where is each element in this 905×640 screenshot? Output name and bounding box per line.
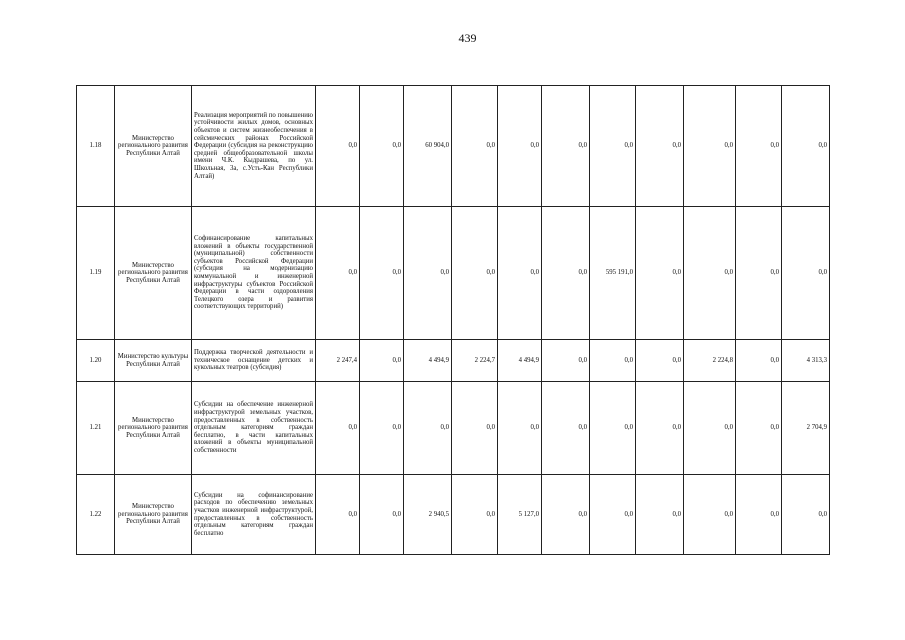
value-cell: 0,0 (542, 382, 590, 475)
row-number: 1.19 (77, 207, 115, 340)
value-cell: 595 191,0 (590, 207, 636, 340)
value-cell: 5 127,0 (498, 475, 542, 555)
value-cell: 0,0 (404, 382, 452, 475)
value-cell: 2 704,9 (782, 382, 830, 475)
value-cell: 0,0 (736, 475, 782, 555)
responsible-ministry: Министерство регионального развития Республики Алтай (115, 475, 192, 555)
value-cell: 0,0 (452, 475, 498, 555)
value-cell: 2 224,7 (452, 340, 498, 382)
value-cell: 0,0 (736, 86, 782, 207)
value-cell: 0,0 (736, 207, 782, 340)
value-cell: 0,0 (316, 207, 360, 340)
value-cell: 0,0 (782, 475, 830, 555)
value-cell: 0,0 (542, 207, 590, 340)
measure-description: Субсидии на обеспечение инженерной инфраструктурой земельных участков, предоставленных в собственность отдельным категориям граждан бесплатно, в части капитальных вложений в объекты муниципальной собственности (192, 382, 316, 475)
measure-description: Поддержка творческой деятельности и техническое оснащение детских и кукольных театров (субсидия) (192, 340, 316, 382)
value-cell: 0,0 (452, 207, 498, 340)
value-cell: 0,0 (360, 207, 404, 340)
value-cell: 0,0 (590, 86, 636, 207)
responsible-ministry: Министерство регионального развития Республики Алтай (115, 207, 192, 340)
value-cell: 0,0 (316, 382, 360, 475)
value-cell: 0,0 (684, 382, 736, 475)
value-cell: 0,0 (316, 475, 360, 555)
value-cell: 0,0 (360, 382, 404, 475)
value-cell: 0,0 (736, 340, 782, 382)
table-row (77, 475, 830, 555)
table-row (77, 340, 830, 382)
value-cell: 0,0 (452, 86, 498, 207)
value-cell: 0,0 (542, 340, 590, 382)
value-cell: 0,0 (782, 207, 830, 340)
value-cell: 2 224,8 (684, 340, 736, 382)
measure-description: Софинансирование капитальных вложений в объекты государственной (муниципальной) собственности субъектов Российской Федерации (субсидия на модернизацию коммунальной и инженерной инфраструктуры субъектов Российской Федерации в части оздоровления Телецкого озера и развития соответствующих территорий) (192, 207, 316, 340)
table-row (77, 86, 830, 207)
value-cell: 0,0 (684, 86, 736, 207)
responsible-ministry: Министерство регионального развития Республики Алтай (115, 382, 192, 475)
value-cell: 0,0 (736, 382, 782, 475)
budget-table (76, 85, 830, 555)
value-cell: 4 494,9 (404, 340, 452, 382)
value-cell: 4 313,3 (782, 340, 830, 382)
value-cell: 0,0 (360, 475, 404, 555)
value-cell: 0,0 (684, 207, 736, 340)
row-number: 1.21 (77, 382, 115, 475)
value-cell: 0,0 (590, 340, 636, 382)
value-cell: 0,0 (636, 86, 684, 207)
value-cell: 2 247,4 (316, 340, 360, 382)
responsible-ministry: Министерство регионального развития Республики Алтай (115, 86, 192, 207)
value-cell: 0,0 (684, 475, 736, 555)
row-number: 1.18 (77, 86, 115, 207)
value-cell: 4 494,9 (498, 340, 542, 382)
value-cell: 0,0 (498, 86, 542, 207)
value-cell: 0,0 (316, 86, 360, 207)
value-cell: 2 940,5 (404, 475, 452, 555)
value-cell: 0,0 (636, 382, 684, 475)
row-number: 1.20 (77, 340, 115, 382)
value-cell: 0,0 (542, 86, 590, 207)
measure-description: Реализация мероприятий по повышению устойчивости жилых домов, основных объектов и систем жизнеобеспечения в сейсмических районах Российской Федерации (субсидия на реконструкцию средней общеобразовательной школы имени Ч.К. Кыдрашева, по ул. Школьная, 3а, с.Усть-Кан Республики Алтай) (192, 86, 316, 207)
value-cell: 0,0 (636, 475, 684, 555)
measure-description: Субсидии на софинансирование расходов по обеспечению земельных участков инженерной инфраструктурой, предоставленных в собственность отдельным категориям граждан бесплатно (192, 475, 316, 555)
responsible-ministry: Министерство культуры Республики Алтай (115, 340, 192, 382)
value-cell: 0,0 (782, 86, 830, 207)
value-cell: 0,0 (590, 475, 636, 555)
value-cell: 0,0 (636, 207, 684, 340)
value-cell: 0,0 (404, 207, 452, 340)
value-cell: 0,0 (542, 475, 590, 555)
value-cell: 0,0 (498, 207, 542, 340)
page-number: 439 (458, 31, 477, 45)
table-row (77, 382, 830, 475)
value-cell: 0,0 (636, 340, 684, 382)
value-cell: 0,0 (498, 382, 542, 475)
value-cell: 0,0 (590, 382, 636, 475)
value-cell: 60 904,0 (404, 86, 452, 207)
value-cell: 0,0 (360, 86, 404, 207)
table-row (77, 207, 830, 340)
value-cell: 0,0 (360, 340, 404, 382)
row-number: 1.22 (77, 475, 115, 555)
value-cell: 0,0 (452, 382, 498, 475)
